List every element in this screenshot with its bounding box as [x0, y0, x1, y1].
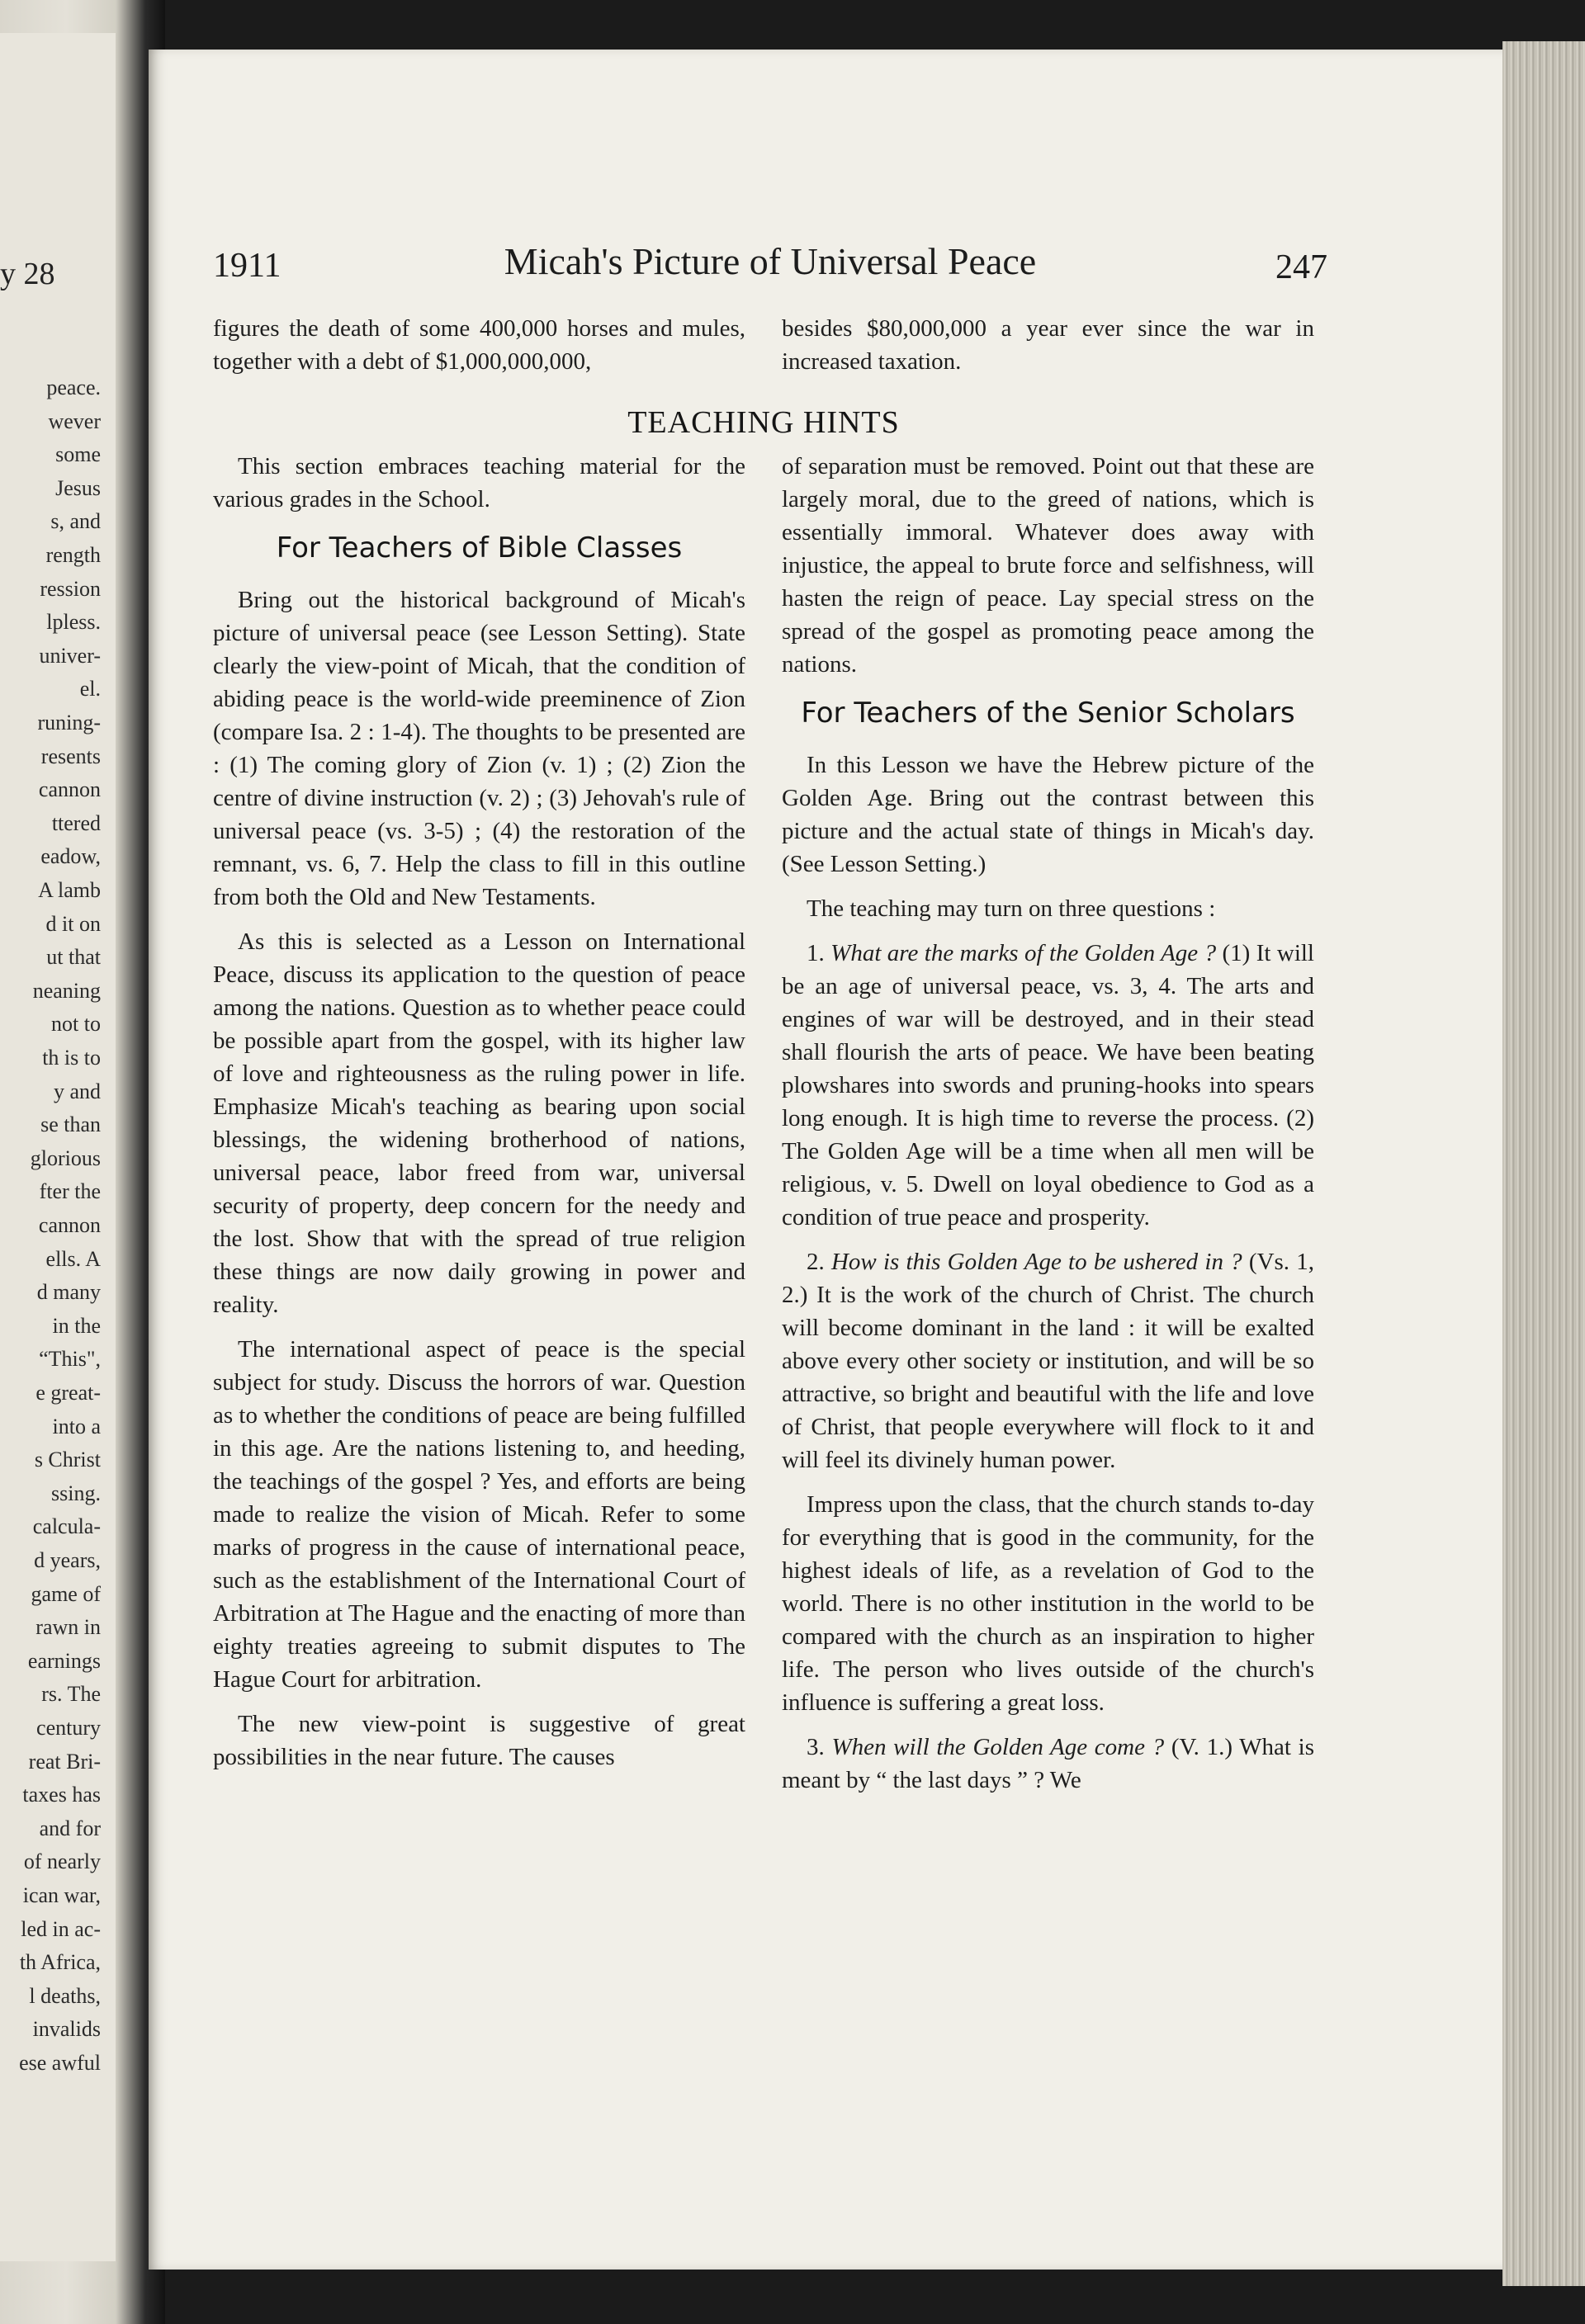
right-paragraph-1: In this Lesson we have the Hebrew picture of the Golden Age. Bring out the contrast between this picture and the actual state of things in Micah's day. (See Lesson Setting.): [782, 752, 1314, 877]
question-2: How is this Golden Age to be ushered in ?: [830, 1249, 1242, 1275]
facing-page-line: d many: [36, 1280, 101, 1305]
facing-page-line: and for: [39, 1816, 101, 1840]
question-1-paragraph: [782, 937, 1314, 1234]
facing-page-line: taxes has: [22, 1783, 101, 1807]
facing-page-line: y and: [53, 1079, 101, 1103]
facing-page-line: d it on: [45, 911, 101, 936]
facing-page-line: d years,: [34, 1548, 101, 1572]
running-head: [213, 239, 1327, 289]
facing-page-line: s, and: [50, 509, 101, 534]
facing-page-line: ican war,: [22, 1883, 101, 1907]
facing-page-line: not to: [51, 1012, 101, 1037]
facing-page-line: eadow,: [40, 844, 101, 869]
facing-page-header: y 28: [0, 257, 55, 291]
question-2-paragraph: [782, 1245, 1314, 1476]
intro-left-text: figures the death of some 400,000 horses and mules, together with a debt of $1,000,000,000,: [213, 315, 745, 375]
facing-page-line: ttered: [51, 810, 101, 835]
senior-scholars-heading: For Teachers of the Senior Scholars: [801, 697, 1295, 730]
facing-page-line: fter the: [39, 1179, 101, 1204]
question-3-number: 3.: [807, 1734, 832, 1760]
facing-page-line: e great-: [35, 1381, 101, 1405]
facing-page-line: el.: [79, 677, 101, 701]
facing-page-line: Jesus: [55, 475, 101, 500]
facing-page-line: peace.: [46, 376, 101, 399]
facing-page-line: into a: [52, 1414, 101, 1438]
facing-page-line: game of: [31, 1581, 101, 1606]
intro-right: [782, 312, 1314, 390]
facing-page-line: some: [55, 442, 101, 467]
facing-page-line: lpless.: [46, 610, 101, 635]
facing-page-line: A lamb: [38, 878, 101, 902]
question-2-number: 2.: [807, 1249, 831, 1275]
left-paragraph-2: As this is selected as a Lesson on International Peace, discuss its application to the question of peace among the nations. Question as to whether peace could be possible apart from the gospel, with its higher law of love and righteousness as the ruling power in life. Emphasize Micah's teaching as bearing upon social blessings, the widening brotherhood of nations, universal peace, labor freed from war, universal security of property, deep concern for the needy and the lost. Show that with the spread of true religion these things are now daily growing in power and reality.: [213, 928, 745, 1318]
facing-page-line: “This",: [39, 1347, 101, 1372]
running-head-year: 1911: [213, 247, 282, 285]
running-head-title: Micah's Picture of Universal Peace: [504, 240, 1037, 282]
intro-right-text: besides $80,000,000 a year ever since the war in increased taxation.: [782, 315, 1314, 375]
facing-page-line: univer-: [39, 643, 101, 668]
left-intro-paragraph: This section embraces teaching material for the various grades in the School.: [213, 453, 745, 513]
facing-page-line: se than: [40, 1112, 101, 1137]
facing-page-line: cannon: [38, 777, 101, 802]
facing-page-line: th Africa,: [19, 1950, 101, 1975]
right-paragraph-2: The teaching may turn on three questions :: [807, 895, 1216, 922]
facing-page-line: ut that: [46, 945, 101, 970]
facing-page-line: l deaths,: [29, 1983, 101, 2008]
question-1-text: (1) It will be an age of universal peace, vs. 3, 4. The arts and engines of war will be destroyed, and in their stead shall flourish the arts of peace. We have been beating plowshares into swords and pruning-hooks into spears long enough. It is high time to reverse the process. (2) The Golden Age will be a time when all men will be religious, v. 5. Dwell on loyal obedience to God as a condition of true peace and prosperity.: [782, 940, 1314, 1230]
facing-page: [0, 33, 116, 2261]
facing-page-line: invalids: [32, 2017, 101, 2042]
facing-page-line: led in ac-: [21, 1916, 101, 1941]
facing-page-line: ells. A: [45, 1246, 101, 1271]
facing-page-line: th is to: [42, 1046, 101, 1070]
facing-page-line: runing-: [37, 711, 101, 735]
left-paragraph-3: The international aspect of peace is the special subject for study. Discuss the horrors of war. Question as to whether the conditions of peace are being fulfilled in this age. Are the nations listening to, and heeding, the teachings of the gospel ? Yes, and efforts are being made to realize the vision of Micah. Refer to some marks of progress in the cause of international peace, such as the establishment of the International Court of Arbitration at The Hague and the enacting of more than eighty treaties agreeing to submit disputes to The Hague Court for arbitration.: [213, 1336, 746, 1693]
right-column: [782, 450, 1314, 1808]
question-1-number: 1.: [807, 940, 831, 966]
facing-page-line: s Christ: [34, 1448, 101, 1472]
facing-page-line: glorious: [30, 1145, 101, 1170]
right-paragraph-3: Impress upon the class, that the church stands to-day for everything that is good in the community, for the highest ideals of life, as a revelation of God to the world. There is no other institution in the world to be compared with the church as an inspiration to higher life. The person who lives outside of the church's influence is suffering a great loss.: [782, 1491, 1314, 1716]
facing-page-line: rawn in: [35, 1615, 101, 1640]
right-paragraph-0: of separation must be removed. Point out that these are largely moral, due to the greed of nations, which is essentially immoral. Whatever does away with injustice, the appeal to brute force and selfishness, will hasten the reign of peace. Lay special stress on the spread of the gospel as promoting peace among the nations.: [782, 453, 1314, 678]
facing-page-line: ese awful: [19, 2051, 101, 2075]
facing-page-line: rs. The: [41, 1682, 101, 1707]
question-3: When will the Golden Age come ?: [831, 1734, 1165, 1760]
left-paragraph-4: The new view-point is suggestive of great possibilities in the near future. The causes: [213, 1711, 745, 1770]
question-2-text: (Vs. 1, 2.) It is the work of the church of Christ. The church will become dominant in the land : it will be exalted above every other society or institution, and will be so attractive, so bright and beautiful with the life and love of Christ, that people everywhere will flock to it and will feel its divinely human power.: [782, 1249, 1315, 1473]
bible-classes-heading: For Teachers of Bible Classes: [276, 531, 683, 564]
question-1: What are the marks of the Golden Age ?: [830, 940, 1217, 966]
facing-page-line: in the: [52, 1313, 101, 1338]
section-title: TEACHING HINTS: [627, 405, 900, 440]
intro-left: [213, 312, 745, 390]
facing-page-line: earnings: [27, 1648, 101, 1673]
facing-page-line: of nearly: [23, 1849, 101, 1874]
page-number: 247: [1275, 248, 1327, 286]
left-column: [213, 450, 745, 1785]
facing-page-line: neaning: [32, 978, 101, 1003]
facing-page-line: calcula-: [32, 1514, 101, 1539]
question-3-text: (V. 1.) What is meant by “ the last days ” ? We: [782, 1734, 1315, 1793]
facing-page-line: cannon: [38, 1213, 101, 1237]
facing-page-line: ression: [40, 576, 101, 601]
facing-page-line: reat Bri-: [28, 1749, 101, 1774]
facing-page-line: rength: [45, 543, 101, 567]
facing-page-line: ssing.: [51, 1481, 101, 1505]
facing-page-line: century: [36, 1716, 101, 1740]
facing-page-line: wever: [48, 409, 101, 433]
question-3-paragraph: [782, 1731, 1314, 1797]
left-paragraph-1: Bring out the historical background of Micah's picture of universal peace (see Lesson Setting). State clearly the view-point of Micah, that the condition of abiding peace is the world-wide preeminence of Zion (compare Isa. 2 : 1-4). The thoughts to be presented are : (1) The coming glory of Zion (v. 1) ; (2) Zion the centre of divine instruction (v. 2) ; (3) Jehovah's rule of universal peace (vs. 3-5) ; (4) the restoration of the remnant, vs. 6, 7. Help the class to fill in this outline from both the Old and New Testaments.: [213, 587, 745, 910]
page-edges: [1502, 41, 1585, 2286]
facing-page-line: resents: [40, 744, 101, 768]
